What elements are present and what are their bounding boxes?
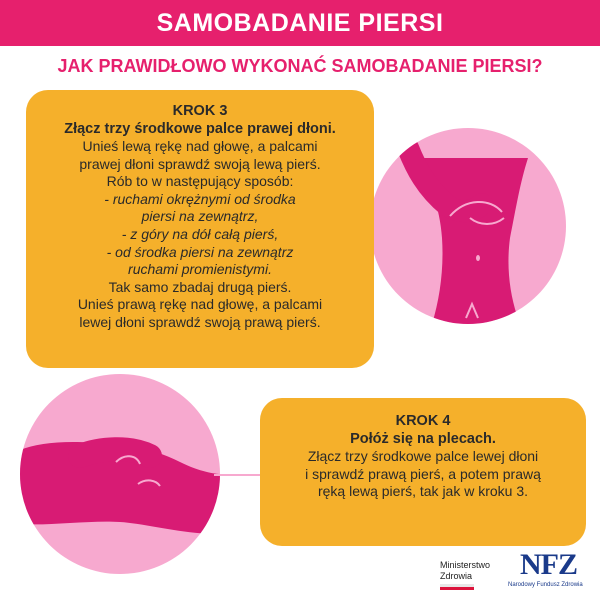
step3-method-line: - z góry na dół całą pierś, — [121, 225, 279, 242]
page-title: SAMOBADANIE PIERSI — [156, 8, 444, 37]
step3-line: Unieś lewą rękę nad głowę, a palcami — [82, 138, 318, 154]
nfz-name: Narodowy Fundusz Zdrowia — [508, 582, 583, 588]
step3-method-line: - ruchami okrężnymi od środka — [104, 190, 296, 207]
torso-illustration — [370, 128, 566, 324]
step4-line: Złącz trzy środkowe palce lewej dłoni — [307, 448, 539, 464]
ministry-name-line1: Ministerstwo — [440, 560, 491, 570]
step4-line: i sprawdź prawą pierś, a potem prawą — [305, 465, 541, 482]
step3-card — [26, 90, 374, 368]
step3-closing-line: lewej dłoni sprawdź swoją prawą pierś. — [79, 313, 321, 330]
step3-method-line: - od środka piersi na zewnątrz — [106, 243, 294, 260]
illustration-standing-woman — [370, 128, 566, 324]
polish-flag-icon — [440, 584, 474, 590]
step3-method-line: piersi na zewnątrz, — [141, 208, 259, 225]
step3-line: Rób to w następujący sposób: — [106, 173, 294, 190]
step3-heading: Złącz trzy środkowe palce prawej dłoni. — [64, 121, 336, 137]
ministry-logo — [440, 560, 490, 582]
subtitle: JAK PRAWIDŁOWO WYKONAĆ SAMOBADANIE PIERSI? — [57, 56, 543, 76]
step3-title: KROK 3 — [172, 103, 228, 119]
illustration-lying-woman — [20, 374, 220, 574]
lying-figure-illustration — [20, 374, 220, 574]
ministry-name-line2: Zdrowia — [440, 571, 473, 581]
step3-closing-line: Tak samo zbadaj drugą pierś. — [108, 278, 292, 295]
connector-line-step4 — [214, 474, 262, 476]
step3-method-line: ruchami promienistymi. — [128, 261, 272, 278]
step4-line: ręką lewą pierś, tak jak w kroku 3. — [317, 483, 529, 500]
step4-card — [260, 398, 586, 546]
nfz-logo: NFZ — [520, 548, 577, 581]
step3-line: prawej dłoni sprawdź swoją lewą pierś. — [79, 155, 321, 172]
step4-heading: Połóż się na plecach. — [350, 431, 496, 447]
header-banner — [0, 0, 600, 46]
step3-closing-line: Unieś prawą rękę nad głowę, a palcami — [77, 296, 323, 313]
step4-title: KROK 4 — [395, 413, 451, 429]
